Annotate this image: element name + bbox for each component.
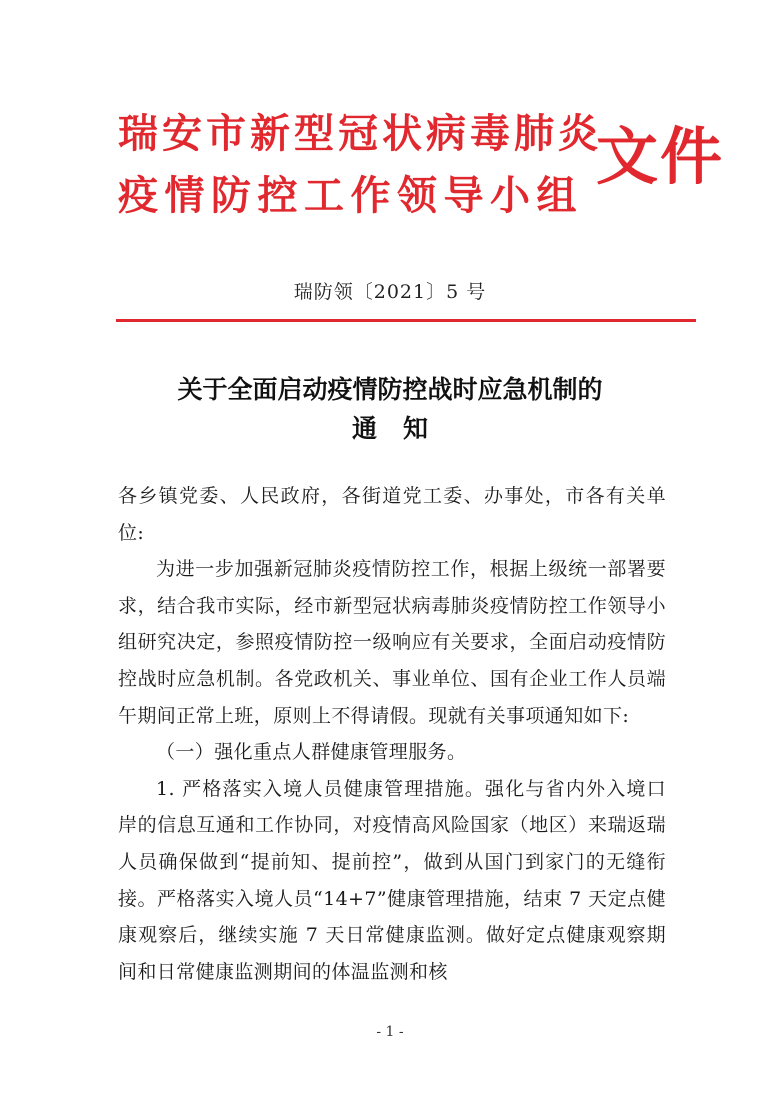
issuer-name-line-2: 疫情防控工作领导小组 — [118, 173, 583, 219]
notice-title-line-2: 通知 — [351, 414, 454, 443]
item-1-paragraph: 1. 严格落实入境人员健康管理措施。强化与省内外入境口岸的信息互通和工作协同，对疫情高风险国家（地区）来瑞返瑞人员确保做到“提前知、提前控”，做到从国门到家门的无缝衔接。严格落实入境人员“14+7”健康管理措施，结束 7 天定点健康观察后，继续实施 7 天日常健康监测。做好定点健康观察期间和日常健康监测期间的体温监测和核 — [118, 777, 666, 983]
notice-title-line-1: 关于全面启动疫情防控战时应急机制的 — [177, 375, 603, 404]
notice-body — [118, 478, 666, 990]
red-divider-line — [116, 319, 696, 322]
page-number: - 1 - — [376, 1024, 404, 1040]
document-number: 瑞防领〔2021〕5 号 — [293, 281, 487, 303]
issuer-name-line-1: 瑞安市新型冠状病毒肺炎 — [118, 111, 602, 157]
section-heading-1: （一）强化重点人群健康管理服务。 — [156, 741, 467, 764]
salutation: 各乡镇党委、人民政府，各街道党工委、办事处，市各有关单位: — [118, 485, 666, 544]
intro-paragraph: 为进一步加强新冠肺炎疫情防控工作，根据上级统一部署要求，结合我市实际，经市新型冠状病毒肺炎疫情防控工作领导小组研究决定，参照疫情防控一级响应有关要求，全面启动疫情防控战时应急机制。各党政机关、事业单位、国有企业工作人员端午期间正常上班，原则上不得请假。现就有关事项通知如下: — [118, 558, 666, 727]
document-type-label: 文件 — [596, 120, 725, 193]
